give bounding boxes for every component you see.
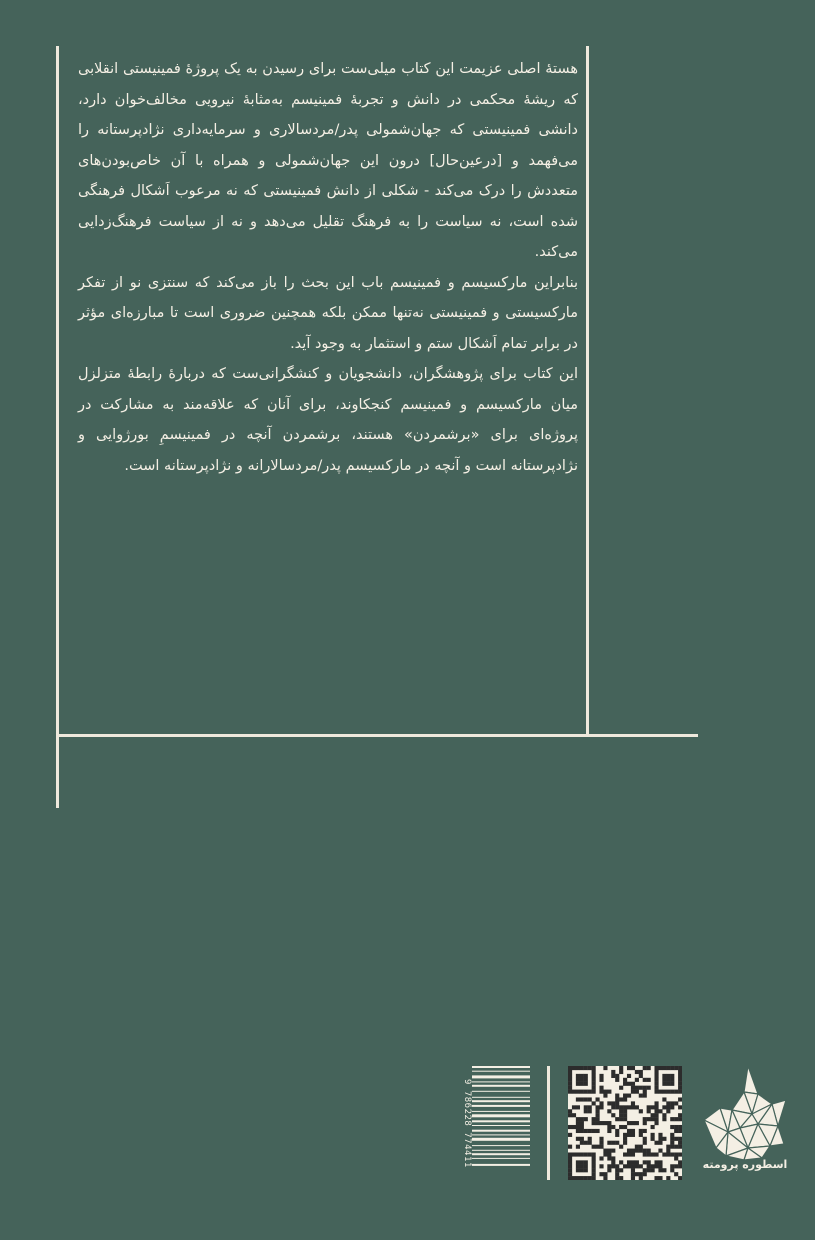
isbn-digits: 9 786228 774411 bbox=[462, 1078, 472, 1168]
blurb-paragraph-2: بنابراین مارکسیسم و فمینیسم باب این بحث را باز می‌کند که سنتزی نو از تفکر مارکسیستی و فمینیستی نه‌تنها ممکن بلکه همچنین ضروری است تا مبارزه‌ای مؤثر در برابر تمام اَشکال ستم و استثمار به وجود آید. bbox=[78, 274, 578, 352]
frame-left-line bbox=[56, 46, 59, 808]
qr-code bbox=[568, 1066, 682, 1180]
isbn-barcode bbox=[458, 1066, 530, 1180]
frame-horizontal-line bbox=[56, 734, 698, 737]
barcode-bars bbox=[472, 1066, 530, 1180]
barcode-divider bbox=[547, 1066, 550, 1180]
publisher-name: اسطوره پرومته bbox=[702, 1158, 788, 1171]
blurb-paragraph-3: این کتاب برای پژوهشگران، دانشجویان و کنشگرانی‌ست که دربارهٔ رابطهٔ متزلزل میان مارکسیسم و فمینیسم کنجکاوند، برای آنان که علاقه‌مند به مشارکت در پروژه‌ای برای «برشمردن» هستند، برشمردن آنچه در فمینیسمِ بورژوایی و نژادپرستانه است و آنچه در مارکسیسم پدر/مردسالارانه و نژادپرستانه است. bbox=[78, 366, 578, 474]
blurb-paragraph-1: هستهٔ اصلی عزیمت این کتاب میلی‌ست برای رسیدن به یک پروژهٔ فمینیستی انقلابی که ریشهٔ محکمی در دانش و تجربهٔ فمینیسم به‌مثابهٔ نیرویی مخالف‌خوان دارد، دانشی فمینیستی که جهان‌شمولی پدر/مردسالاری و سرمایه‌داری نژادپرستانه را می‌فهمد و [درعین‌حال] درون این جهان‌شمولی و همراه با آن خاص‌بودن‌های متعددش را درک می‌کند - شکلی از دانش فمینیستی که نه مرعوب اَشکال فرهنگی شده است، نه سیاست را به فرهنگ تقلیل می‌دهد و نه از سیاست فرهنگ‌زدایی می‌کند. bbox=[78, 61, 578, 260]
blurb-text bbox=[78, 54, 578, 481]
frame-right-line bbox=[586, 46, 589, 736]
